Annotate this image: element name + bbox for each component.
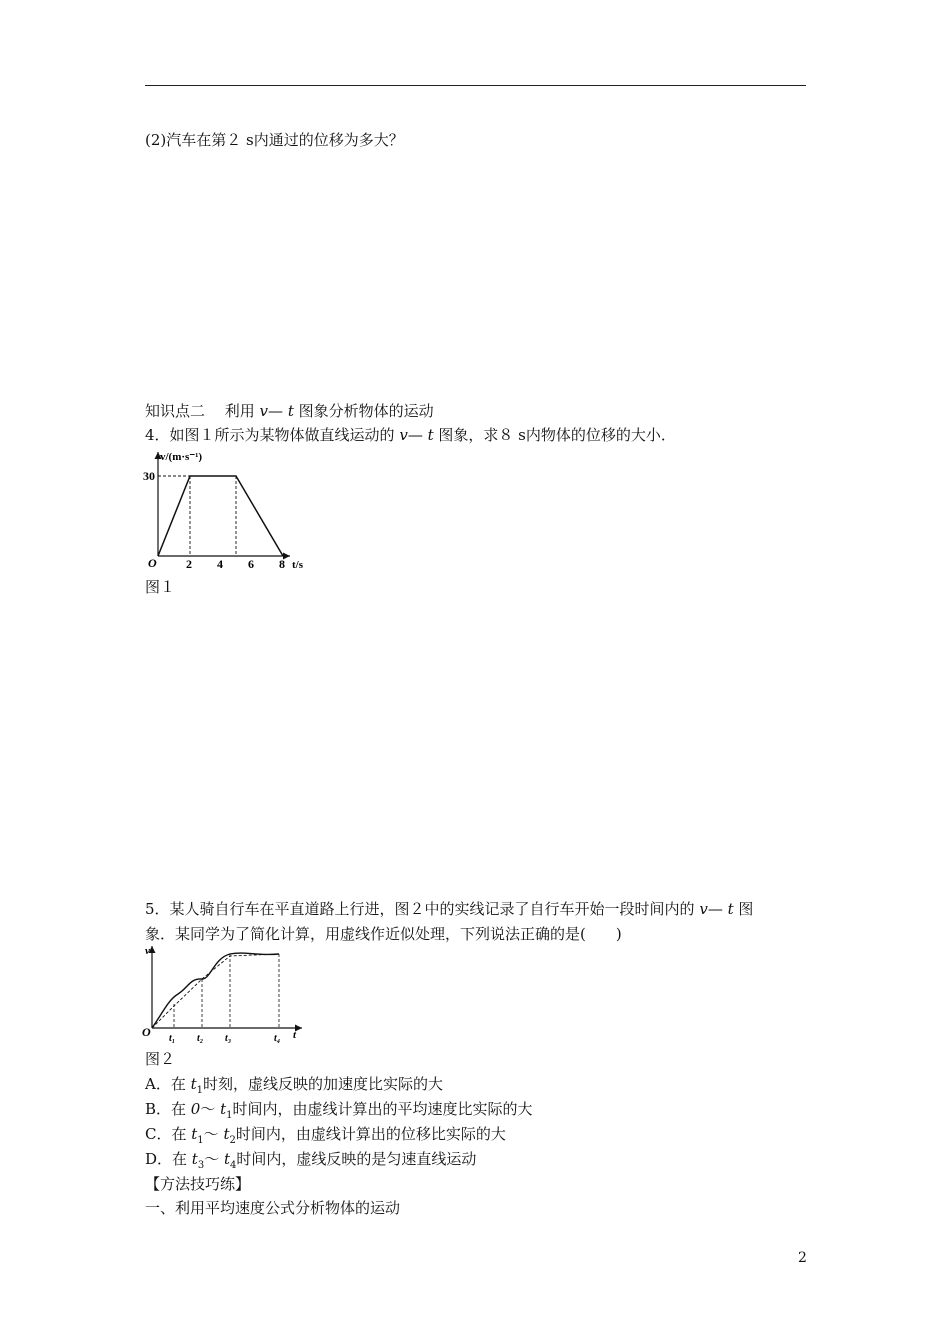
actual-curve <box>152 953 279 1028</box>
method-subheading: 一、利用平均速度公式分析物体的运动 <box>145 1199 401 1217</box>
question-4: 4．如图１所示为某物体做直线运动的 v— t 图象，求８ s内物体的位移的大小． <box>145 426 676 444</box>
question-5-line-2: 象．某同学为了简化计算，用虚线作近似处理，下列说法正确的是( ) <box>145 925 622 943</box>
x-axis-label: t/s <box>292 559 303 570</box>
question-5-line-1: 5．某人骑自行车在平直道路上行进，图２中的实线记录了自行车开始一段时间内的 v— t 图 <box>145 900 754 918</box>
option-c[interactable]: C．在 $t_1\sim$ $t_2$时间内，由虚线计算出的位移比实际的大 <box>145 1125 506 1146</box>
option-a[interactable]: A．在 $t_1$时刻，虚线反映的加速度比实际的大 <box>145 1075 444 1096</box>
origin-label: O <box>142 1025 151 1039</box>
x-axis-label: t <box>293 1029 297 1041</box>
section-heading-2: 知识点二 利用 v— t 图象分析物体的运动 <box>145 402 434 420</box>
figure-1-vt-graph <box>140 446 320 570</box>
page-number: 2 <box>798 1250 807 1266</box>
y-axis-label: v/(m·s⁻¹) <box>160 451 203 463</box>
header-rule <box>145 85 806 86</box>
question-3-part-2: (2)汽车在第２ s内通过的位移为多大？ <box>145 131 404 149</box>
x-tick-6: 6 <box>248 557 254 570</box>
x-tick-8: 8 <box>279 557 285 570</box>
x-tick-t1: t₁ <box>169 1033 176 1044</box>
x-tick-t2: t₂ <box>197 1033 204 1044</box>
x-tick-4: 4 <box>217 557 223 570</box>
figure-1-caption: 图１ <box>145 578 176 596</box>
method-heading: 【方法技巧练】 <box>145 1175 251 1193</box>
origin-label: O <box>148 556 157 570</box>
vt-line <box>158 476 283 556</box>
y-tick-30: 30 <box>143 469 155 483</box>
x-tick-2: 2 <box>186 557 192 570</box>
x-tick-t4: t₄ <box>274 1033 281 1044</box>
y-axis-label: v <box>145 945 150 957</box>
option-d[interactable]: D．在 $t_3\sim$ $t_4$时间内，虚线反映的是匀速直线运动 <box>145 1150 477 1171</box>
figure-2-caption: 图２ <box>145 1050 176 1068</box>
option-b[interactable]: B．在 0～ $t_1$时间内，由虚线计算出的平均速度比实际的大 <box>145 1100 533 1121</box>
x-tick-t3: t₃ <box>225 1033 232 1044</box>
figure-2-vt-graph <box>140 942 310 1046</box>
